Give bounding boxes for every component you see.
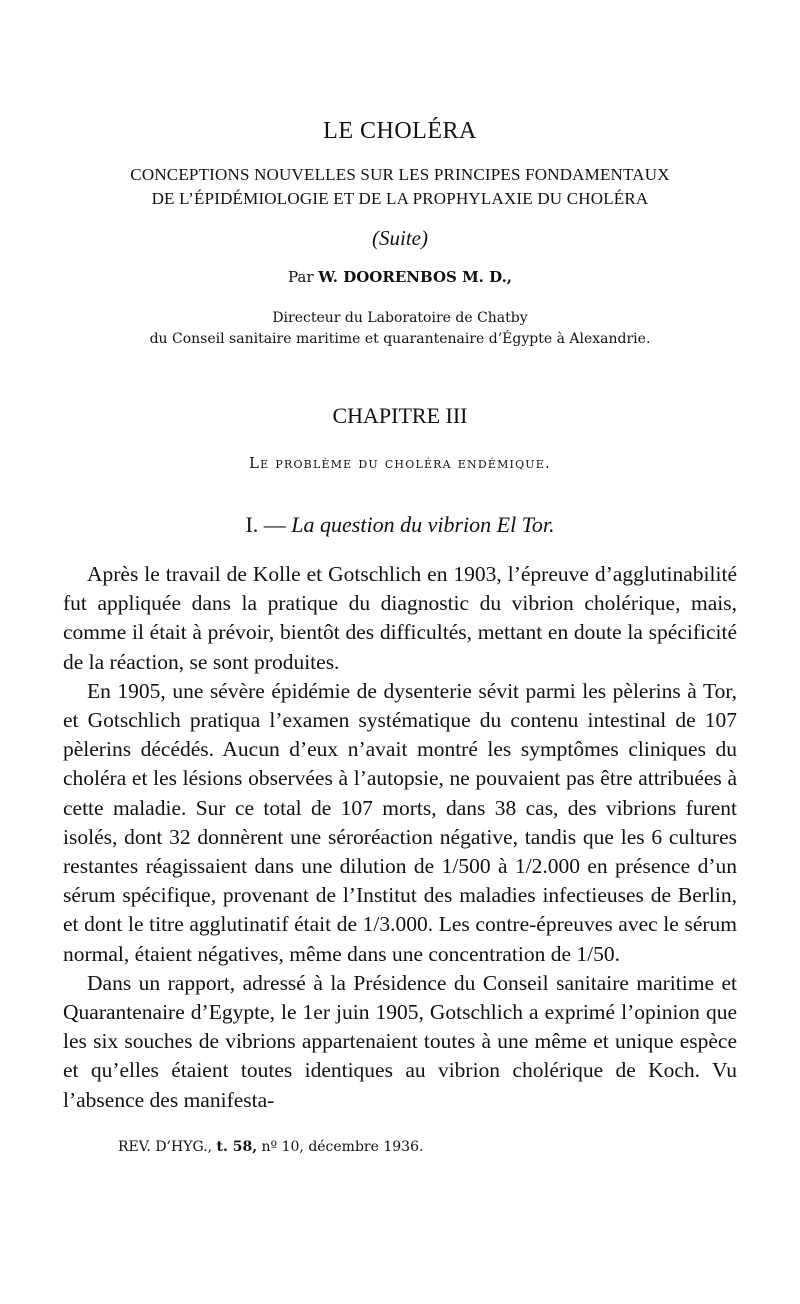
journal-date: décembre 1936. — [308, 1139, 424, 1155]
byline-prefix: Par — [287, 268, 314, 286]
page-footer — [118, 1139, 423, 1155]
affiliation-line-2: du Conseil sanitaire maritime et quarantenaire d’Égypte à Alexandrie. — [149, 331, 651, 347]
section-heading — [0, 512, 800, 538]
article-subtitle — [0, 163, 800, 211]
paragraph: En 1905, une sévère épidémie de dysenterie sévit parmi les pèlerins à Tor, et Gotschlich pratiqua l’examen systématique du contenu intestinal de 107 pèlerins décédés. Aucun d’eux n’avait montré les symptômes cliniques du choléra et les lésions observées à l’autopsie, ne pouvaient pas être attribuées à cette maladie. Sur ce total de 107 morts, dans 38 cas, des vibrions furent isolés, dont 32 donnèrent une séroréaction négative, tandis que les 6 cultures restantes réagissaient dans une dilution de 1/500 à 1/2.000 en présence d’un sérum spécifique, provenant de l’Institut des maladies infectieuses de Berlin, et dont le titre agglutinatif était de 1/3.000. Les contre-épreuves avec le sérum normal, étaient négatives, même dans une concentration de 1/50. — [63, 678, 737, 966]
journal-volume: t. 58, — [216, 1139, 258, 1155]
section-title: La question du vibrion El Tor. — [291, 512, 555, 537]
affiliation-line-1: Directeur du Laboratoire de Chatby — [272, 310, 528, 326]
body-text — [63, 560, 737, 1115]
byline — [0, 268, 800, 286]
journal-name: REV. D’HYG., — [118, 1139, 213, 1155]
paragraph: Dans un rapport, adressé à la Présidence du Conseil sanitaire maritime et Quarantenaire d’Egypte, le 1er juin 1905, Gotschlich a exprimé l’opinion que les six souches de vibrions appartenaient toutes à une même et unique espèce et qu’elles étaient toutes identiques au vibrion cholérique de Koch. Vu l’absence des manifesta- — [63, 970, 737, 1112]
journal-issue: nº 10, — [261, 1139, 304, 1155]
chapter-number: CHAPITRE III — [332, 403, 468, 428]
author-name: W. DOORENBOS M. D., — [318, 268, 513, 286]
section-number: I. — — [245, 512, 286, 537]
suite-label: (Suite) — [372, 226, 428, 250]
paragraph: Après le travail de Kolle et Gotschlich en 1903, l’épreuve d’agglutinabilité fut appliquée dans la pratique du diagnostic du vibrion cholérique, mais, comme il était à prévoir, bientôt des difficultés, mettant en doute la spécificité de la réaction, se sont produites. — [63, 562, 737, 674]
author-affiliation — [0, 308, 800, 350]
subtitle-line-1: CONCEPTIONS NOUVELLES SUR LES PRINCIPES FONDAMENTAUX — [130, 165, 670, 184]
chapter-title: Le problème du choléra endémique. — [249, 454, 551, 472]
article-title: LE CHOLÉRA — [323, 118, 477, 144]
subtitle-line-2: DE L’ÉPIDÉMIOLOGIE ET DE LA PROPHYLAXIE DU CHOLÉRA — [151, 189, 649, 208]
